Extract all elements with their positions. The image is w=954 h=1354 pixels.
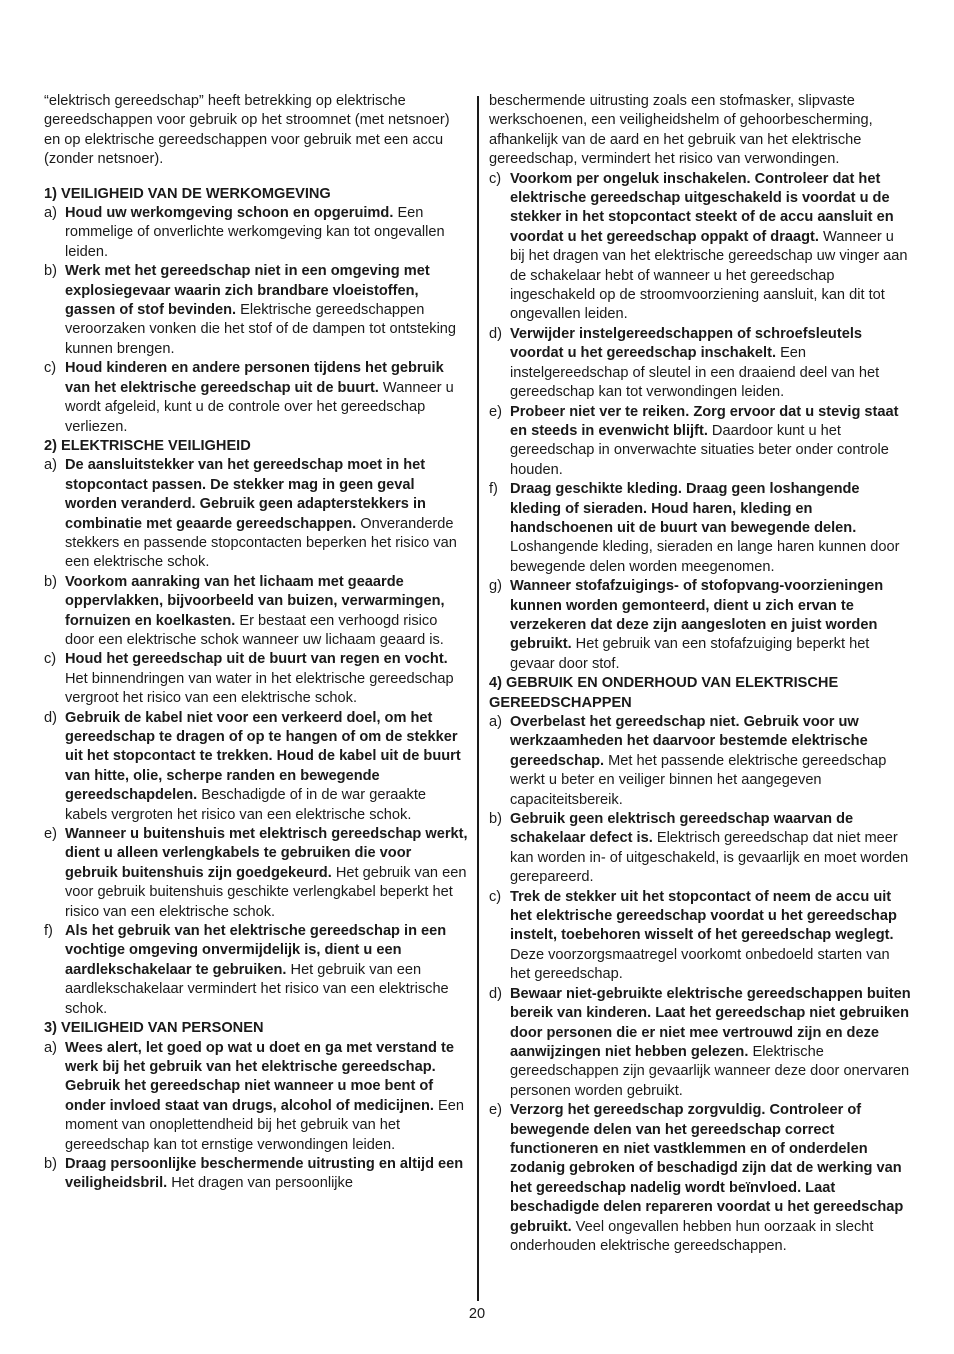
item-body-text: Een moment van onoplettendheid bij het gebruik van het gereedschap kan tot ernstige verwondingen leiden. — [65, 1097, 464, 1153]
item-body-text: Elektrische gereedschappen zijn gevaarlijk wanneer deze door onervaren personen worden gebruikt. — [510, 1043, 910, 1099]
list-item — [489, 810, 911, 888]
item-letter: a) — [44, 205, 57, 222]
item-body-text: Wanneer u wordt afgeleid, kunt u de controle over het gereedschap verliezen. — [65, 379, 454, 435]
item-letter: d) — [44, 709, 57, 726]
item-body-text: Het binnendringen van water in het elektrische gereedschap vergroot het risico van een elektrische schok. — [65, 670, 454, 707]
right-column — [489, 92, 911, 1256]
item-letter: a) — [489, 714, 502, 730]
list-item — [489, 403, 911, 481]
item-letter: d) — [489, 325, 502, 342]
item-letter: e) — [489, 403, 502, 420]
item-body-text: Onveranderde stekkers en passende stopcontacten beperken het risico van een elektrische schok. — [65, 515, 457, 571]
list-item — [489, 888, 911, 985]
continuation-paragraph: beschermende uitrusting zoals een stofmasker, slipvaste werkschoenen, een veiligheidshelm of gehoorbescherming, afhankelijk van de aard en het gebruik van het elektrische gereedschap, vermindert het risico van verwondingen. — [489, 93, 873, 168]
list-item — [44, 573, 468, 651]
left-column — [44, 92, 468, 1194]
list-item — [44, 359, 468, 437]
list-item — [44, 456, 468, 572]
item-bold-text: Gebruik de kabel niet voor een verkeerd doel, om het gereedschap te dragen of op te hangen of om de stekker uit het stopcontact te trekken. Houd de kabel uit de buurt van hitte, olie, scherpe randen en bewegende gereedschapdelen. — [65, 709, 461, 804]
column-divider — [477, 96, 479, 1301]
item-letter: c) — [489, 170, 502, 187]
item-letter: c) — [489, 888, 502, 905]
page-number: 20 — [468, 1306, 486, 1322]
item-body-text: Met het passende elektrische gereedschap werkt u beter en veiliger binnen het aangegeven capaciteitsbereik. — [510, 752, 887, 808]
list-item — [489, 1101, 911, 1256]
item-body-text: Het gebruik van een aardlekschakelaar vermindert het risico van een elektrische schok. — [65, 961, 449, 1017]
item-body-text: Beschadigde of in de war geraakte kabels vergroten het risico van een elektrische schok. — [65, 787, 427, 823]
item-bold-text: Gebruik geen elektrisch gereedschap waarvan de schakelaar defect is. — [510, 811, 854, 847]
item-bold-text: Houd kinderen en andere personen tijdens het gebruik van het elektrische gereedschap uit de buurt. — [65, 360, 444, 396]
item-body-text: Het gebruik van een stofafzuiging beperkt het gevaar door stof. — [510, 636, 870, 672]
item-bold-text: Houd het gereedschap uit de buurt van regen en vocht. — [65, 651, 448, 668]
item-bold-text: Probeer niet ver te reiken. Zorg ervoor dat u stevig staat en steeds in evenwicht blijft. — [510, 403, 899, 439]
item-body-text: Daardoor kunt u het gereedschap in onverwachte situaties beter onder controle houden. — [510, 422, 889, 478]
item-bold-text: Voorkom aanraking van het lichaam met geaarde oppervlakken, bijvoorbeeld van buizen, verwarmingen, fornuizen en koelkasten. — [65, 573, 445, 629]
list-item — [44, 1039, 468, 1155]
item-bold-text: Werk met het gereedschap niet in een omgeving met explosiegevaar waarin zich brandbare vloeistoffen, gassen of stof bevinden. — [65, 263, 430, 319]
item-body-text: Veel ongevallen hebben hun oorzaak in slecht onderhouden elektrische gereedschappen. — [510, 1218, 874, 1254]
item-letter: b) — [489, 811, 502, 828]
item-bold-text: Verzorg het gereedschap zorgvuldig. Controleer of bewegende delen van het gereedschap correct functioneren en niet vastklemmen en of onderdelen zodanig gebroken of beschadigd zijn dat de werking van het gereedschap nadelig wordt beïnvloed. Laat beschadigde delen repareren voordat u het gereedschap gebruikt. — [510, 1102, 904, 1235]
section-heading: 1) VEILIGHEID VAN DE WERKOMGEVING — [44, 185, 331, 202]
section-heading: 4) GEBRUIK EN ONDERHOUD VAN ELEKTRISCHE GEREEDSCHAPPEN — [489, 675, 839, 711]
list-item — [489, 713, 911, 810]
section-heading: 3) VEILIGHEID VAN PERSONEN — [44, 1020, 264, 1037]
list-item — [44, 204, 468, 262]
item-body-text: Elektrische gereedschappen veroorzaken vonken die het stof of de dampen tot ontsteking kunnen brengen. — [65, 302, 457, 357]
item-bold-text: Wees alert, let goed op wat u doet en ga met verstand te werk bij het gebruik van het elektrische gereedschap. Gebruik het gereedschap niet wanneer u moe bent of onder invloed staat van drugs, alcohol of medicijnen. — [65, 1039, 454, 1114]
item-bold-text: Verwijder instelgereedschappen of schroefsleutels voordat u het gereedschap inschakelt. — [510, 325, 862, 362]
item-bold-text: Draag persoonlijke beschermende uitrusting en altijd een veiligheidsbril. — [65, 1155, 464, 1192]
item-body-text: Een rommelige of onverlichte werkomgeving kan tot ongevallen leiden. — [65, 205, 445, 260]
item-bold-text: Als het gebruik van het elektrische gereedschap in een vochtige omgeving onvermijdelijk is, dient u een aardlekschakelaar te gebruiken. — [65, 923, 447, 978]
item-letter: a) — [44, 1039, 57, 1056]
item-bold-text: Draag geschikte kleding. Draag geen loshangende kleding of sieraden. Houd haren, kleding en handschoenen uit de buurt van bewegende delen. — [510, 481, 860, 536]
item-bold-text: Bewaar niet-gebruikte elektrische gereedschappen buiten bereik van kinderen. Laat het gereedschap niet gebruiken door personen die er niet mee vertrouwd zijn en deze aanwijzingen niet hebben gelezen. — [510, 985, 911, 1060]
item-body-text: Het dragen van persoonlijke — [167, 1175, 353, 1192]
list-item — [44, 1155, 468, 1194]
list-item — [489, 985, 911, 1101]
item-letter: c) — [44, 360, 57, 377]
item-body-text: Het gebruik van een voor gebruik buitenshuis geschikte verlengkabel beperkt het risico van een elektrische schok. — [65, 864, 467, 920]
item-bold-text: Overbelast het gereedschap niet. Gebruik voor uw werkzaamheden het daarvoor bestemde elektrische gereedschap. — [510, 714, 868, 769]
list-item — [44, 650, 468, 708]
item-body-text: Een instelgereedschap of sleutel in een draaiend deel van het gereedschap kan tot verwondingen leiden. — [510, 345, 880, 401]
item-bold-text: Houd uw werkomgeving schoon en opgeruimd. — [65, 205, 394, 222]
list-item — [44, 262, 468, 359]
list-item — [44, 922, 468, 1019]
item-bold-text: Voorkom per ongeluk inschakelen. Controleer dat het elektrische gereedschap uitgeschakeld is voordat u de stekker in het stopcontact steekt of de accu aansluit en voordat u het gereedschap oppakt of draagt. — [510, 170, 894, 245]
list-item — [44, 825, 468, 922]
item-letter: f) — [489, 481, 498, 498]
list-item — [489, 170, 911, 325]
item-body-text: Elektrisch gereedschap dat niet meer kan worden in- of uitgeschakeld, is gevaarlijk en moet worden gerepareerd. — [510, 830, 909, 886]
list-item — [489, 325, 911, 403]
item-bold-text: Wanneer u buitenshuis met elektrisch gereedschap werkt, dient u alleen verlengkabels te gebruiken die voor gebruik buitenshuis zijn goedgekeurd. — [65, 826, 468, 881]
item-body-text: Er bestaat een verhoogd risico door een elektrische schok wanneer uw lichaam geaard is. — [65, 612, 444, 648]
item-letter: f) — [44, 923, 53, 940]
item-letter: a) — [44, 457, 57, 474]
item-body-text: Wanneer u bij het dragen van het elektrische gereedschap uw vinger aan de schakelaar hebt of wanneer u het gereedschap ingeschakeld op de stroomvoorziening aansluit, kan dit tot ongevallen leiden. — [510, 228, 908, 323]
item-letter: g) — [489, 578, 502, 595]
item-bold-text: Wanneer stofafzuigings- of stofopvang-voorzieningen kunnen worden gemonteerd, dient u zich ervan te verzekeren dat deze zijn aangesloten en juist worden gebruikt. — [510, 578, 884, 653]
item-body-text: Deze voorzorgsmaatregel voorkomt onbedoeld starten van het gereedschap. — [510, 946, 890, 983]
item-letter: e) — [44, 826, 57, 843]
item-letter: b) — [44, 573, 57, 590]
item-bold-text: Trek de stekker uit het stopcontact of neem de accu uit het elektrische gereedschap voordat u het gereedschap instelt, toebehoren wisselt of het gereedschap weglegt. — [510, 888, 897, 944]
item-letter: d) — [489, 985, 502, 1002]
list-item — [489, 577, 911, 674]
section-heading: 2) ELEKTRISCHE VEILIGHEID — [44, 437, 251, 454]
item-letter: b) — [44, 1155, 57, 1172]
list-item — [44, 709, 468, 825]
item-letter: c) — [44, 651, 57, 668]
intro-paragraph: “elektrisch gereedschap” heeft betrekking op elektrische gereedschappen voor gebruik op het stroomnet (met netsnoer) en op elektrische gereedschappen voor gebruik met een accu (zonder netsnoer). — [44, 93, 450, 168]
list-item — [489, 480, 911, 577]
item-letter: b) — [44, 263, 57, 280]
item-bold-text: De aansluitstekker van het gereedschap moet in het stopcontact passen. De stekker mag in geen geval worden veranderd. Gebruik geen adapterstekkers in combinatie met geaarde gereedschappen. — [65, 457, 426, 532]
item-letter: e) — [489, 1102, 502, 1119]
item-body-text: Loshangende kleding, sieraden en lange haren kunnen door bewegende delen worden meegenomen. — [510, 539, 900, 575]
